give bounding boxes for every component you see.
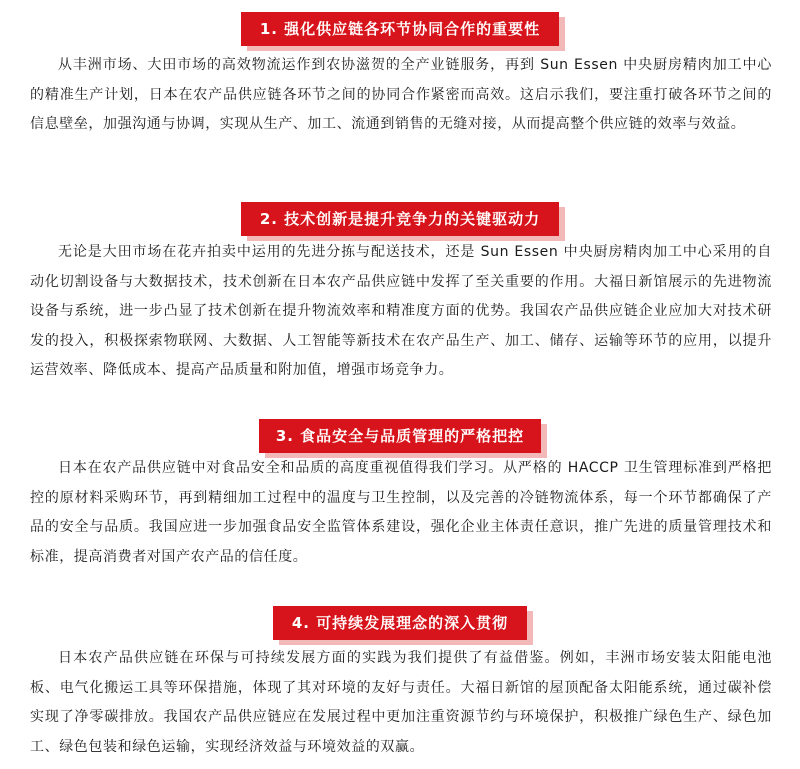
section-2-body: 无论是大田市场在花卉拍卖中运用的先进分拣与配送技术，还是 Sun Essen 中央厨房精肉加工中心采用的自动化切割设备与大数据技术，技术创新在日本农产品供应链中发挥了至关重要的作用。大福日新馆展示的先进物流设备与系统，进一步凸显了技术创新在提升物流效率和精准度方面的优势。我国农产品供应链企业应加大对技术研发的投入，积极探索物联网、大数据、人工智能等新技术在农产品生产、加工、储存、运输等环节的应用，以提升运营效率、降低成本、提高产品质量和附加值，增强市场竞争力。	[30, 244, 772, 378]
section-1-body: 从丰洲市场、大田市场的高效物流运作到农协滋贺的全产业链服务，再到 Sun Essen 中央厨房精肉加工中心的精准生产计划，日本在农产品供应链各环节之间的协同合作紧密而高效。这启示我们，要注重打破各环节之间的信息壁垒，加强沟通与协调，实现从生产、加工、流通到销售的无缝对接，从而提高整个供应链的效率与效益。	[30, 57, 772, 132]
section-3-heading: 3. 食品安全与品质管理的严格把控	[259, 419, 541, 453]
section-1	[0, 12, 800, 46]
section-4-heading-banner	[273, 606, 527, 640]
section-2	[0, 202, 800, 236]
section-2-heading: 2. 技术创新是提升竞争力的关键驱动力	[241, 202, 559, 236]
section-2-heading-banner	[241, 202, 559, 236]
section-1-heading-banner	[241, 12, 559, 46]
section-3-body: 日本在农产品供应链中对食品安全和品质的高度重视值得我们学习。从严格的 HACCP 卫生管理标准到严格把控的原材料采购环节，再到精细加工过程中的温度与卫生控制，以及完善的冷链物流体系，每一个环节都确保了产品的安全与品质。我国应进一步加强食品安全监管体系建设，强化企业主体责任意识，推广先进的质量管理技术和标准，提高消费者对国产农产品的信任度。	[30, 460, 772, 565]
section-1-heading: 1. 强化供应链各环节协同合作的重要性	[241, 12, 559, 46]
section-3	[0, 419, 800, 453]
section-4-heading: 4. 可持续发展理念的深入贯彻	[273, 606, 527, 640]
section-4	[0, 606, 800, 640]
section-3-heading-banner	[259, 419, 541, 453]
section-4-body: 日本农产品供应链在环保与可持续发展方面的实践为我们提供了有益借鉴。例如，丰洲市场安装太阳能电池板、电气化搬运工具等环保措施，体现了其对环境的友好与责任。大福日新馆的屋顶配备太阳能系统，通过碳补偿实现了净零碳排放。我国农产品供应链应在发展过程中更加注重资源节约与环境保护，积极推广绿色生产、绿色加工、绿色包装和绿色运输，实现经济效益与环境效益的双赢。	[30, 650, 772, 755]
